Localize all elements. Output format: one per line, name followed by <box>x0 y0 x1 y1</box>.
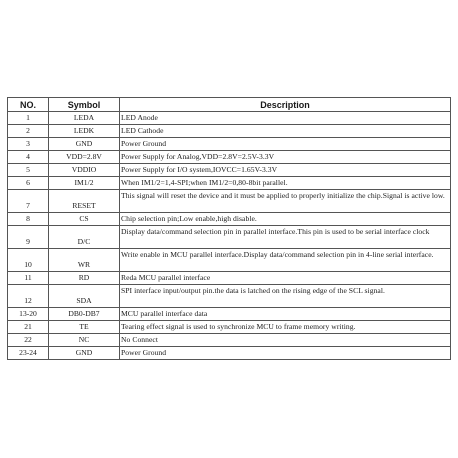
pin-number: 9 <box>8 226 49 249</box>
pin-description: Write enable in MCU parallel interface.Display data/command selection pin in 4-line serial interface. <box>120 249 451 272</box>
pin-number: 10 <box>8 249 49 272</box>
pin-symbol: LEDK <box>49 125 120 138</box>
pin-symbol: LEDA <box>49 112 120 125</box>
pin-description: This signal will reset the device and it must be applied to properly initialize the chip.Signal is active low. <box>120 190 451 213</box>
pin-symbol: VDDIO <box>49 164 120 177</box>
header-no: NO. <box>8 98 49 112</box>
pin-description-table <box>7 97 451 360</box>
pin-symbol: VDD=2.8V <box>49 151 120 164</box>
pin-number: 8 <box>8 213 49 226</box>
table-header-row <box>8 98 451 112</box>
header-symbol: Symbol <box>49 98 120 112</box>
table-row <box>8 125 451 138</box>
pin-symbol: WR <box>49 249 120 272</box>
pin-number: 2 <box>8 125 49 138</box>
pin-number: 11 <box>8 272 49 285</box>
pin-description: Reda MCU parallel interface <box>120 272 451 285</box>
pin-symbol: IM1/2 <box>49 177 120 190</box>
pin-number: 13-20 <box>8 308 49 321</box>
pin-number: 7 <box>8 190 49 213</box>
pin-description: Power Ground <box>120 138 451 151</box>
pin-description: LED Anode <box>120 112 451 125</box>
table-row <box>8 272 451 285</box>
pin-description: No Connect <box>120 334 451 347</box>
pin-symbol: GND <box>49 347 120 360</box>
pin-number: 22 <box>8 334 49 347</box>
pin-number: 12 <box>8 285 49 308</box>
pin-symbol: DB0-DB7 <box>49 308 120 321</box>
table-row <box>8 138 451 151</box>
table-row <box>8 164 451 177</box>
pin-symbol: TE <box>49 321 120 334</box>
table-row <box>8 308 451 321</box>
pin-description: When IM1/2=1,4-SPI;when IM1/2=0,80-8bit parallel. <box>120 177 451 190</box>
pin-symbol: GND <box>49 138 120 151</box>
pin-symbol: D/C <box>49 226 120 249</box>
pin-description: Power Supply for I/O system,IOVCC=1.65V-3.3V <box>120 164 451 177</box>
pin-number: 21 <box>8 321 49 334</box>
pin-description: Tearing effect signal is used to synchronize MCU to frame memory writing. <box>120 321 451 334</box>
header-description: Description <box>120 98 451 112</box>
table-row <box>8 213 451 226</box>
table-row <box>8 334 451 347</box>
table-row <box>8 226 451 249</box>
pin-symbol: RESET <box>49 190 120 213</box>
pin-description: LED Cathode <box>120 125 451 138</box>
table-row <box>8 190 451 213</box>
pin-symbol: CS <box>49 213 120 226</box>
pin-description: Chip selection pin;Low enable,high disable. <box>120 213 451 226</box>
table-row <box>8 321 451 334</box>
table-row <box>8 285 451 308</box>
table-row <box>8 151 451 164</box>
table-row <box>8 177 451 190</box>
pin-description: SPI interface input/output pin.the data is latched on the rising edge of the SCL signal. <box>120 285 451 308</box>
pin-description: Power Ground <box>120 347 451 360</box>
pin-description: Power Supply for Analog,VDD=2.8V=2.5V-3.3V <box>120 151 451 164</box>
pin-symbol: NC <box>49 334 120 347</box>
pin-number: 5 <box>8 164 49 177</box>
pin-number: 1 <box>8 112 49 125</box>
pin-symbol: RD <box>49 272 120 285</box>
pin-number: 4 <box>8 151 49 164</box>
pin-number: 23-24 <box>8 347 49 360</box>
pin-number: 3 <box>8 138 49 151</box>
table-row <box>8 112 451 125</box>
pin-description: MCU parallel interface data <box>120 308 451 321</box>
table-row <box>8 249 451 272</box>
pin-description: Display data/command selection pin in parallel interface.This pin is used to be serial interface clock <box>120 226 451 249</box>
table-row <box>8 347 451 360</box>
pin-number: 6 <box>8 177 49 190</box>
pin-symbol: SDA <box>49 285 120 308</box>
